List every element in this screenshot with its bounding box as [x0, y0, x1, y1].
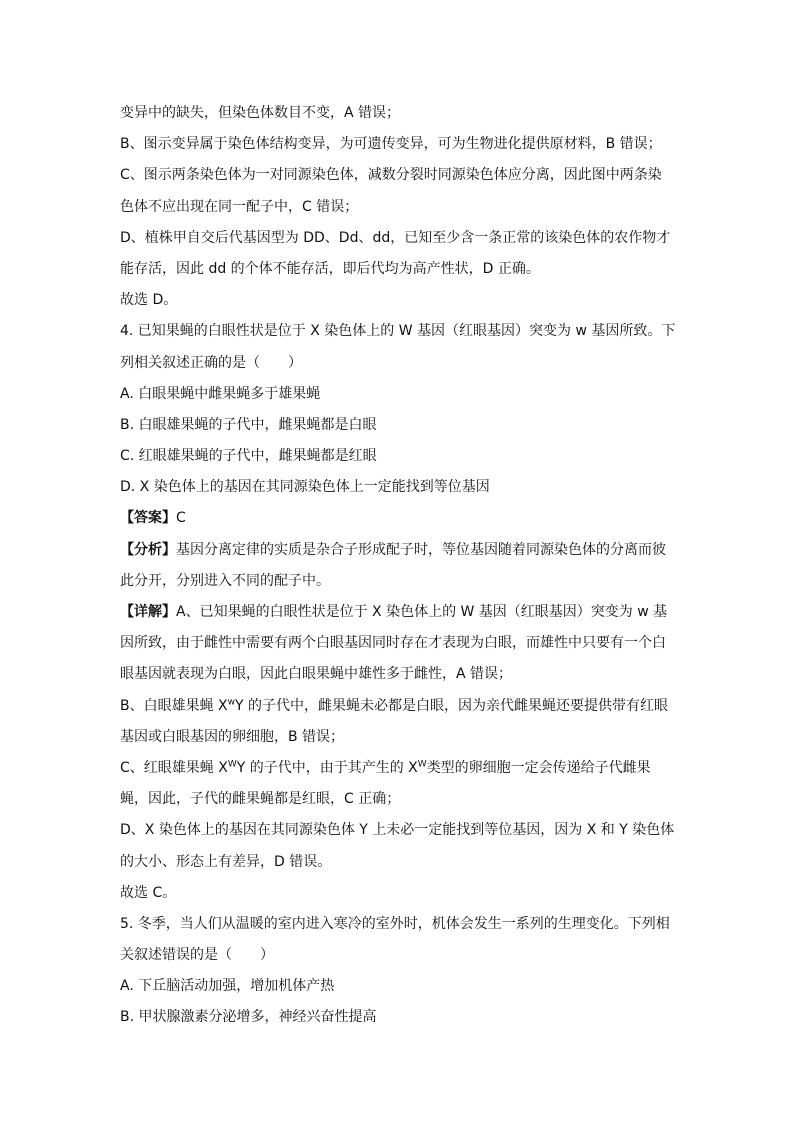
- text-line: C、图示两条染色体为一对同源染色体，减数分裂时同源染色体应分离，因此图中两条染: [120, 167, 662, 184]
- superscript: W: [417, 759, 427, 770]
- document-page: [120, 98, 680, 1034]
- text-line: 基因或白眼基因的卵细胞，B 错误；: [120, 728, 345, 745]
- text-line: 的大小、形态上有差异，D 错误。: [120, 853, 332, 870]
- question-4-option-a: A. 白眼果蝇中雌果蝇多于雄果蝇: [120, 385, 321, 402]
- question-4-option-d: D. X 染色体上的基因在其同源染色体上一定能找到等位基因: [120, 479, 490, 496]
- question-4-stem: 列相关叙述正确的是（ ）: [120, 354, 302, 371]
- explanation-line: 【详解】A、已知果蝇的白眼性状是位于 X 染色体上的 W 基因（红眼基因）突变为 w 基: [120, 604, 668, 620]
- text-line: 色体不应出现在同一配子中，C 错误；: [120, 198, 359, 215]
- question-5-stem: 5. 冬季，当人们从温暖的室内进入寒冷的室外时，机体会发生一系列的生理变化。下列相: [120, 915, 670, 932]
- superscript: w: [227, 696, 236, 707]
- text-line: C、红眼雄果蝇 $X^WY$ 的子代中，由于其产生的 $X^W$类型的卵细胞一定会传递给子代雌果: [120, 759, 651, 776]
- analysis-line: 【分析】基因分离定律的实质是杂合子形成配子时，等位基因随着同源染色体的分离而彼: [120, 541, 666, 558]
- text-line: B、白眼雄果蝇 $X^wY$ 的子代中，雌果蝇未必都是白眼，因为亲代雌果蝇还要提供带有红眼: [120, 696, 669, 714]
- question-4-option-c: C. 红眼雄果蝇的子代中，雌果蝇都是红眼: [120, 448, 377, 465]
- text-line: 此分开，分别进入不同的配子中。: [120, 572, 330, 589]
- text-line: 能存活，因此 dd 的个体不能存活，即后代均为高产性状，D 正确。: [120, 260, 540, 277]
- question-5-option-b: B. 甲状腺激素分泌增多，神经兴奋性提高: [120, 1009, 377, 1026]
- question-4-stem: 4. 已知果蝇的白眼性状是位于 X 染色体上的 W 基因（红眼基因）突变为 w 基因所致。下: [120, 323, 676, 340]
- explanation-label: 【详解】: [120, 604, 176, 620]
- answer-label: 【答案】: [120, 510, 176, 527]
- question-5-option-a: A. 下丘脑活动加强，增加机体产热: [120, 978, 335, 995]
- text-line: D、植株甲自交后代基因型为 DD、Dd、dd，已知至少含一条正常的该染色体的农作物才: [120, 229, 671, 246]
- text-line: 眼基因就表现为白眼，因此白眼果蝇中雄性多于雌性，A 错误；: [120, 666, 513, 683]
- text-line: D、X 染色体上的基因在其同源染色体 Y 上未必一定能找到等位基因，因为 X 和 Y 染色体: [120, 822, 675, 839]
- text-line: 因所致，由于雌性中需要有两个白眼基因同时存在才表现为白眼，而雄性中只要有一个白: [120, 635, 666, 652]
- question-4-option-b: B. 白眼雄果蝇的子代中，雌果蝇都是白眼: [120, 416, 377, 433]
- text-line: 变异中的缺失，但染色体数目不变，A 错误；: [120, 105, 401, 121]
- text-line: B、图示变异属于染色体结构变异，为可遗传变异，可为生物进化提供原材料，B 错误；: [120, 136, 662, 153]
- text-line: 故选 D。: [120, 292, 178, 309]
- answer-line: 【答案】C: [120, 510, 186, 527]
- superscript: W: [227, 759, 237, 770]
- analysis-label: 【分析】: [120, 541, 176, 558]
- text-line: 故选 C。: [120, 884, 177, 901]
- question-5-stem: 关叙述错误的是（ ）: [120, 947, 274, 964]
- text-line: 蝇，因此，子代的雌果蝇都是红眼，C 正确；: [120, 791, 401, 808]
